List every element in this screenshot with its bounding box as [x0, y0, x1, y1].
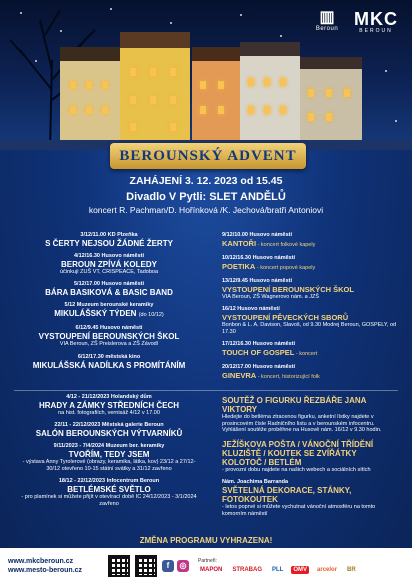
opening-date: ZAHÁJENÍ 3. 12. 2023 od 15.45 [129, 175, 283, 187]
mkc-logo-text: MKC [354, 9, 398, 29]
building-4 [240, 42, 300, 142]
event-item: 20/12/17.00 Husovo náměstí GINEVRA - koncert, historizující folk [222, 364, 320, 380]
facebook-icon[interactable]: f [162, 560, 174, 572]
beroun-logo-icon: ▥ [319, 9, 335, 26]
partner-logo: PLL [272, 566, 284, 573]
partner-logo: BR [347, 566, 356, 573]
competition-heading: SOUTĚŽ O FIGURKU ŘEZBÁŘE JANA VIKTORY [222, 396, 367, 414]
divider [14, 390, 398, 391]
partner-logo: arcelor [317, 566, 338, 573]
partner-logo: OMV [293, 566, 308, 573]
event-item: 16/12 Husovo náměstí VYSTOUPENÍ PĚVECKÝCH SBORŮ Bonbon & L. A. Davison, Slavoš, od 9.30 Modrej Beroun, GOSPELY, od 17.30 [222, 306, 397, 335]
competition-info: SOUTĚŽ O FIGURKU ŘEZBÁŘE JANA VIKTORY Hledejte do betléma ztracenou figurku, anketní lístky najdete v prosincovém čísle Radničního listu a v berounském infocentru. Vyhlášení soutěže proběhne na Husově nám. 16/12 v 9.30 hodin. JEŽÍŠKOVA POŠTA / VÁNOČNÍ TŘÍDĚNÍ KLUZIŠTĚ / KOUTEK SE ZVÍŘÁTKY KOLOTOČ / BETLÉM - provozní dobu najdete na našich webech a sociálních sítích Nám. Joachima Barranda SVĚTELNÁ DEKORACE, STÁNKY, FOTOKOUTEK - letos poprvé si můžete vychutnat vánoční atmosféru na tomto komorním náměstí [222, 396, 398, 524]
event-item: 5/12 Muzeum berounské keramiky MIKULÁŠSKÝ TÝDEN (do 10/12) [54, 302, 164, 318]
decoration-heading: SVĚTELNÁ DEKORACE, STÁNKY, FOTOKOUTEK [222, 486, 352, 505]
event-item: 4/12/16.30 Husovo náměstí BEROUN ZPÍVÁ KOLEDY účinkují ZUŠ VT, CRISPEACE, Tadoboa [59, 253, 159, 275]
exhibitions [18, 394, 200, 513]
footer [0, 548, 412, 583]
building-1 [60, 47, 120, 142]
mkc-logo-sub: BEROUN [359, 28, 393, 34]
event-item: 13/12/9.45 Husovo náměstí VYSTOUPENÍ BEROUNSKÝCH ŠKOL VIA Beroun, ZŠ Wagnerovo nám. a JZŠ [222, 278, 354, 300]
event-item: 9/11/2023 - 7/4/2024 Muzeum ber. keramiky TVOŘÍM, TEDY JSEM - výstava Anny Tyrolerové (obrazy, keramika, látka, kov) 23/12 a 27/12-30/12 otevřeno 10-15 státní svátky a 31/12 zavřeno [22, 443, 196, 472]
url-town-link[interactable]: www.mesto-beroun.cz [8, 566, 83, 574]
qr-code-icon[interactable] [135, 555, 157, 577]
opening-performers: koncert R. Pachman/D. Hořínková /K. Jechová/bratři Antoniovi [88, 205, 324, 215]
event-item: 17/12/16.30 Husovo náměstí TOUCH OF GOSPEL - koncert [222, 341, 318, 357]
building-2 [120, 32, 190, 142]
beroun-logo[interactable] [314, 10, 340, 32]
post-office-heading: JEŽÍŠKOVA POŠTA / VÁNOČNÍ TŘÍDĚNÍ KLUZIŠTĚ / KOUTEK SE ZVÍŘÁTKY KOLOTOČ / BETLÉM [222, 439, 374, 467]
opening-event [0, 175, 412, 215]
opening-title: Divadlo V Pytli: SLET ANDĚLŮ [126, 191, 286, 203]
url-mkc-link[interactable]: www.mkcberoun.cz [8, 557, 74, 565]
poster-title: BEROUNSKÝ ADVENT [119, 147, 297, 164]
qr-code-icon[interactable] [108, 555, 130, 577]
program-left [18, 232, 200, 375]
event-item: 9/12/10.00 Husovo náměstí KANTOŘI - koncert folkové kapely [222, 232, 316, 248]
town-square-photo [0, 0, 412, 150]
event-item: 4/12 - 21/12/2023 Holandský dům HRADY A ZÁMKY STŘEDNÍCH ČECH na hist. fotografiích, vernisáž 4/12 v 17.00 [38, 394, 179, 416]
event-item: 10/12/16.30 Husovo náměstí POETIKA - koncert popové kapely [222, 255, 316, 271]
mkc-logo[interactable] [354, 10, 398, 34]
event-item: 3/12/11.00 KD Plzeňka S ČERTY NEJSOU ŽÁDNÉ ŽERTY [45, 232, 173, 248]
building-3 [192, 47, 240, 142]
footer-urls [8, 557, 108, 575]
beroun-logo-text: Beroun [315, 26, 339, 32]
event-item: 22/11 - 22/12/2023 Městská galerie Beroun SALÓN BEROUNSKÝCH VÝTVARNÍKŮ [35, 422, 183, 438]
event-item: 6/12/9.45 Husovo náměstí VYSTOUPENÍ BEROUNSKÝCH ŠKOL VIA Beroun, ZŠ Preislerova a ZŠ Závodí [38, 325, 180, 347]
building-5 [300, 57, 362, 142]
partner-logo: MAPON [200, 566, 223, 573]
logos [314, 10, 398, 34]
event-item: 6/12/17.30 městská kino MIKULÁŠSKÁ NADÍLKA S PROMÍTÁNÍM [32, 354, 186, 370]
partners: Partneři: MAPON STRABAG PLL OMV arcelor BR [198, 557, 356, 573]
program-right [222, 232, 398, 387]
instagram-icon[interactable]: ◎ [177, 560, 189, 572]
event-item: 5/12/17.00 Husovo náměstí BÁRA BASIKOVÁ & BASIC BAND [45, 281, 173, 297]
title-ribbon [110, 143, 306, 169]
partner-logo: STRABAG [232, 566, 263, 573]
event-item: 18/12 - 22/12/2023 Infocentrum Beroun BETLÉMSKÉ SVĚTLO - pro plamínek si můžete přijít v otevírací době IC 24/12/2023 - 3/1/2024 zavřeno [21, 478, 197, 507]
change-notice: ZMĚNA PROGRAMU VYHRAZENA! [139, 536, 273, 545]
